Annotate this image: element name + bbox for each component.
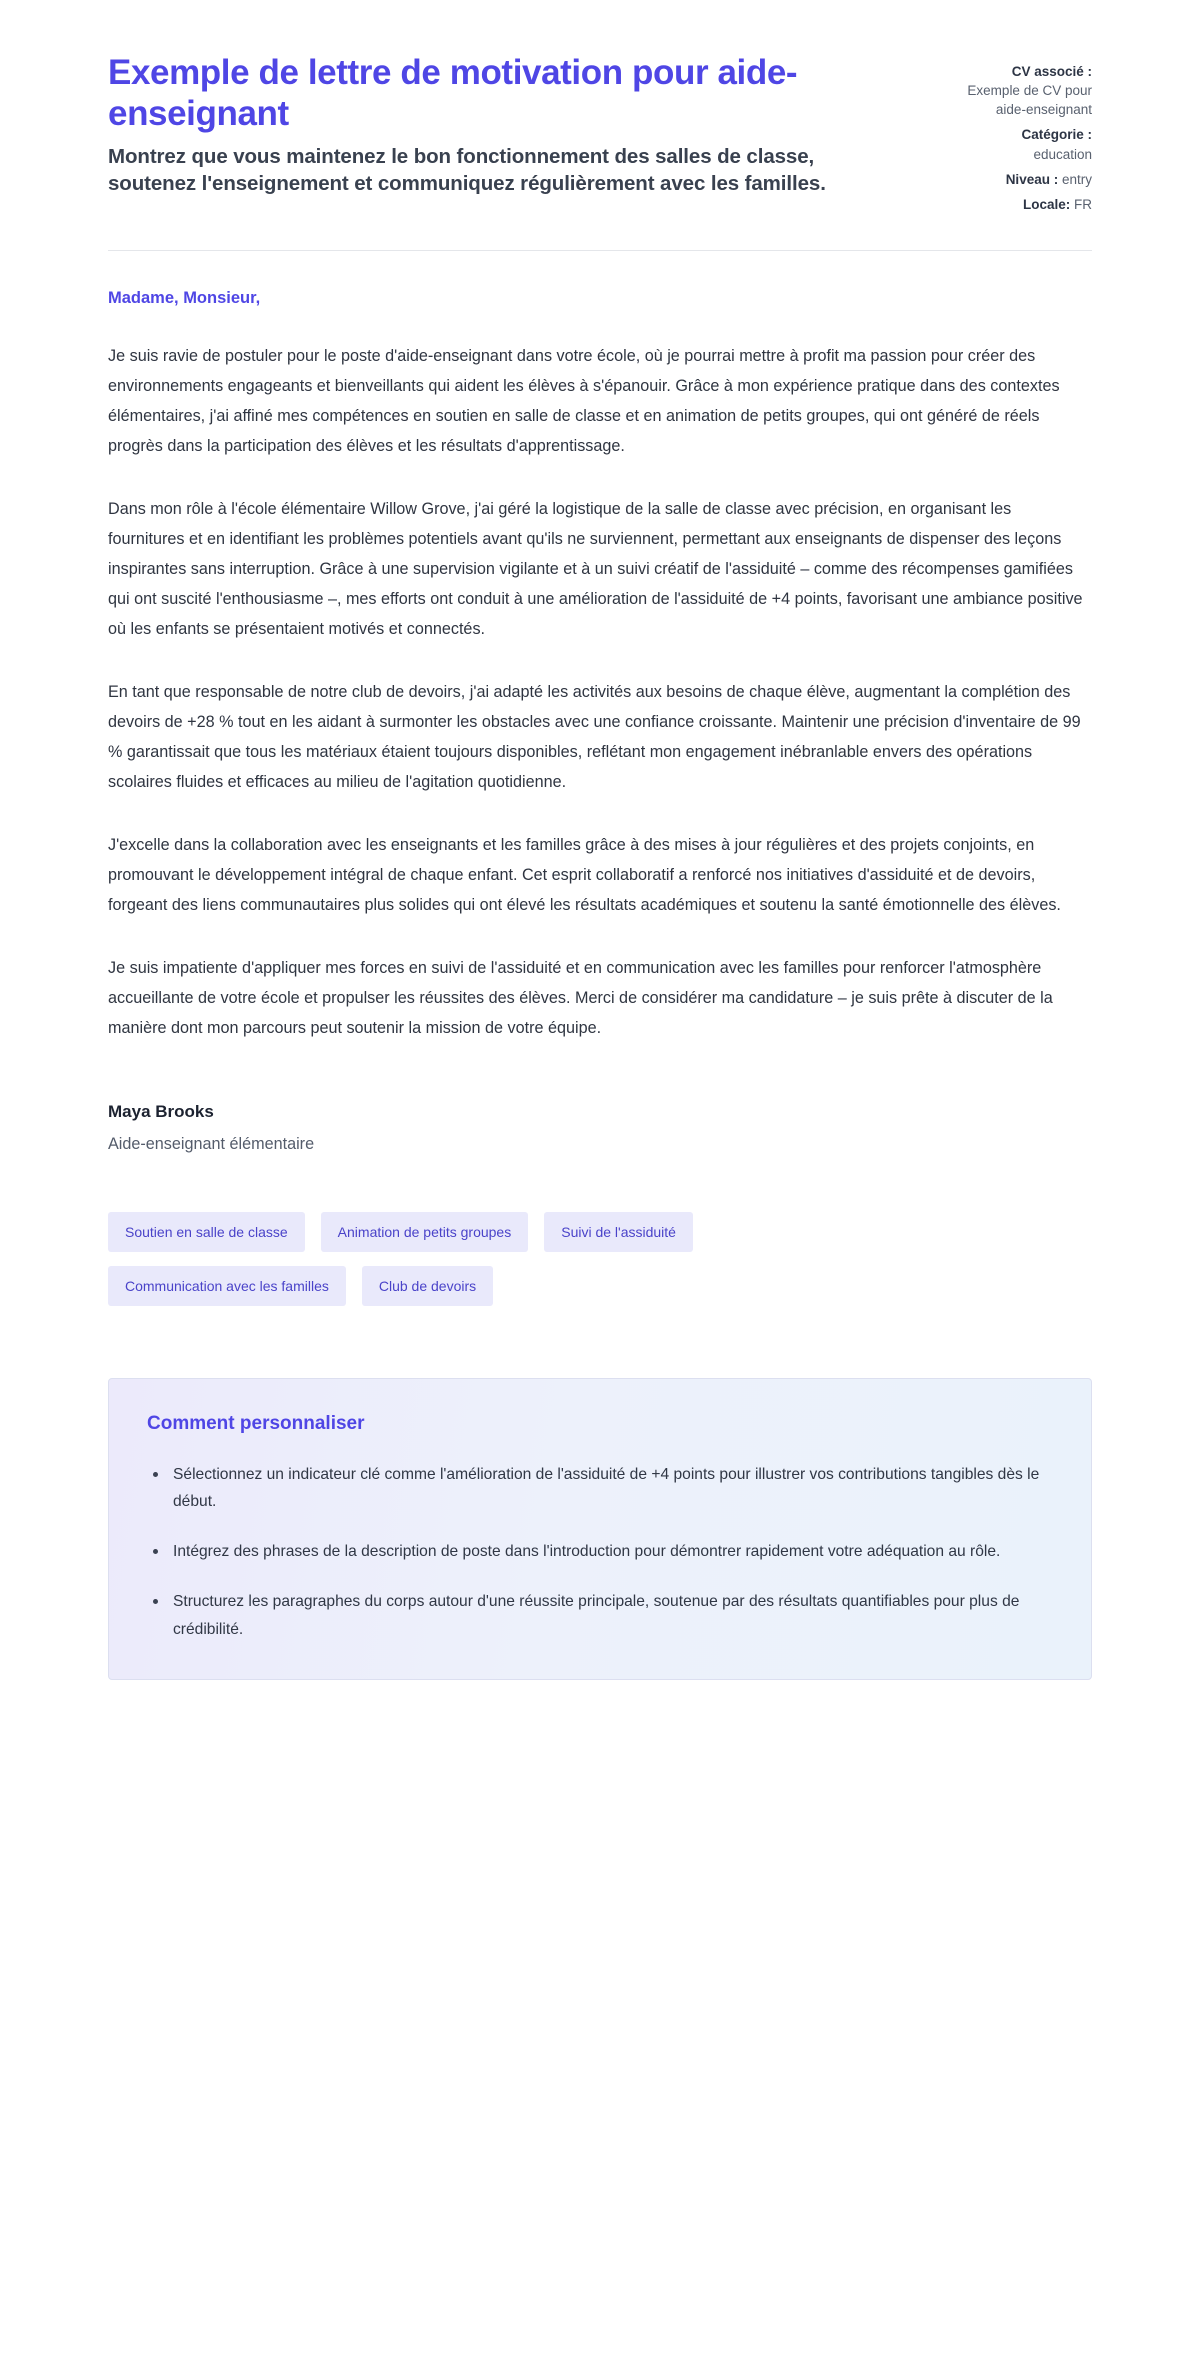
meta-level-value: entry <box>1061 171 1092 187</box>
meta-associated-cv-value: Exemple de CV pour aide-enseignant <box>967 83 1092 118</box>
skill-tag[interactable]: Club de devoirs <box>362 1266 493 1306</box>
signature-name: Maya Brooks <box>108 1101 214 1121</box>
page-header <box>108 52 1092 216</box>
customization-tips-panel <box>108 1378 1092 1681</box>
meta-level-label: Niveau : <box>1005 171 1059 187</box>
page-subtitle: Montrez que vous maintenez le bon fonctionnement des salles de classe, soutenez l'enseignement et communiquez régulièrement avec les familles. <box>108 144 826 195</box>
signature-role: Aide-enseignant élémentaire <box>108 1134 315 1153</box>
tip-item: Sélectionnez un indicateur clé comme l'amélioration de l'assiduité de +4 points pour illustrer vos contributions tangibles dès le début. <box>147 1461 1053 1517</box>
skill-tag[interactable]: Communication avec les familles <box>108 1266 346 1306</box>
letter-paragraph: Je suis impatiente d'appliquer mes forces en suivi de l'assiduité et en communication avec les familles pour renforcer l'atmosphère accueillante de votre école et propulser les réussites des élèves. Merci de considérer ma candidature – je suis prête à discuter de la manière dont mon parcours peut soutenir la mission de votre équipe. <box>108 958 1053 1037</box>
meta-category <box>942 125 1092 163</box>
tips-list <box>147 1461 1053 1644</box>
skill-tag-list <box>108 1212 898 1306</box>
meta-locale-value: FR <box>1074 196 1092 212</box>
skill-tag[interactable]: Animation de petits groupes <box>321 1212 529 1252</box>
meta-category-value: education <box>1033 146 1092 162</box>
page-title: Exemple de lettre de motivation pour aide-enseignant <box>108 53 798 134</box>
skill-tag[interactable]: Soutien en salle de classe <box>108 1212 305 1252</box>
meta-level <box>942 170 1092 189</box>
tip-item: Intégrez des phrases de la description de poste dans l'introduction pour démontrer rapidement votre adéquation au rôle. <box>147 1538 1053 1566</box>
meta-category-label: Catégorie : <box>1021 127 1092 143</box>
meta-associated-cv <box>942 62 1092 119</box>
meta-locale-label: Locale: <box>1022 196 1071 212</box>
skill-tag[interactable]: Suivi de l'assiduité <box>544 1212 693 1252</box>
tip-item: Structurez les paragraphes du corps autour d'une réussite principale, soutenue par des résultats quantifiables pour plus de crédibilité. <box>147 1588 1053 1644</box>
letter-paragraph: Dans mon rôle à l'école élémentaire Willow Grove, j'ai géré la logistique de la salle de classe avec précision, en organisant les fournitures et en identifiant les problèmes potentiels avant qu'ils ne surviennent, permettant aux enseignants de dispenser des leçons inspirantes sans interruption. Grâce à une supervision vigilante et à un suivi créatif de l'assiduité – comme des récompenses gamifiées qui ont suscité l'enthousiasme –, mes efforts ont conduit à une amélioration de l'assiduité de +4 points, favorisant une ambiance positive où les enfants se présentaient motivés et connectés. <box>108 499 1083 638</box>
tips-title: Comment personnaliser <box>147 1412 365 1434</box>
document-metadata <box>942 52 1092 216</box>
letter-paragraph: Je suis ravie de postuler pour le poste d'aide-enseignant dans votre école, où je pourrai mettre à profit ma passion pour créer des environnements engageants et bienveillants qui aident les élèves à s'épanouir. Grâce à mon expérience pratique dans des contextes élémentaires, j'ai affiné mes compétences en soutien en salle de classe et en animation de petits groupes, qui ont généré de réels progrès dans la participation des élèves et les résultats d'apprentissage. <box>108 347 1060 455</box>
signature-block <box>108 1102 1092 1154</box>
header-title-block <box>108 52 828 197</box>
letter-body <box>108 251 1092 1153</box>
letter-paragraph: J'excelle dans la collaboration avec les enseignants et les familles grâce à des mises à jour régulières et des projets conjoints, en promouvant le développement intégral de chaque enfant. Cet esprit collaboratif a renforcé nos initiatives d'assiduité et de devoirs, forgeant des liens communautaires plus solides qui ont élevé les résultats académiques et soutenu la santé émotionnelle des élèves. <box>108 835 1061 914</box>
letter-salutation: Madame, Monsieur, <box>108 289 261 308</box>
meta-locale <box>942 195 1092 214</box>
letter-paragraph: En tant que responsable de notre club de devoirs, j'ai adapté les activités aux besoins de chaque élève, augmentant la complétion des devoirs de +28 % tout en les aidant à surmonter les obstacles avec une confiance croissante. Maintenir une précision d'inventaire de 99 % garantissait que tous les matériaux étaient toujours disponibles, reflétant mon engagement inébranlable envers des opérations scolaires fluides et efficaces au milieu de l'agitation quotidienne. <box>108 682 1081 791</box>
meta-associated-cv-label: CV associé : <box>1011 64 1092 79</box>
